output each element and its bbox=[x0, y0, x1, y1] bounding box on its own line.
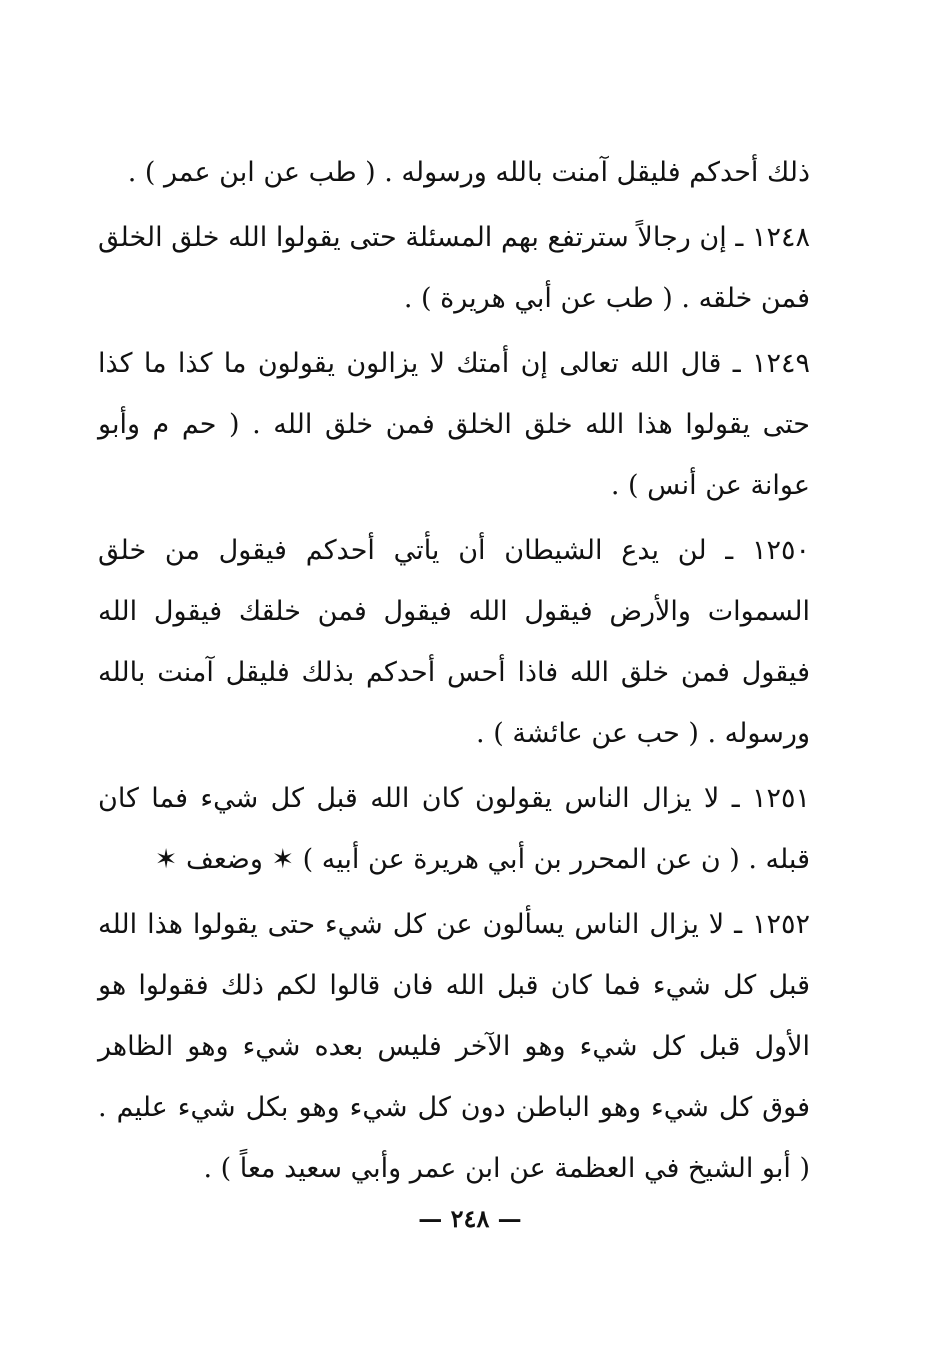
hadith-paragraph-1248: ١٢٤٨ ـ إن رجالاً سترتفع بهم المسئلة حتى يقولوا الله خلق الخلق فمن خلقه . ( طب عن أبي هريرة ) . bbox=[98, 222, 810, 314]
hadith-paragraph-1249: ١٢٤٩ ـ قال الله تعالى إن أمتك لا يزالون يقولون ما كذا ما كذا حتى يقولوا هذا الله خلق الخلق فمن خلق الله . ( حم م وأبو عوانة عن أنس ) . bbox=[98, 348, 810, 501]
hadith-paragraph-1250: ١٢٥٠ ـ لن يدع الشيطان أن يأتي أحدكم فيقول من خلق السموات والأرض فيقول الله فيقول فمن خلقك فيقول الله فيقول فمن خلق الله فاذا أحس أحدكم بذلك فليقل آمنت بالله ورسوله . ( حب عن عائشة ) . bbox=[98, 535, 810, 749]
hadith-paragraph-1252: ١٢٥٢ ـ لا يزال الناس يسألون عن كل شيء حتى يقولوا هذا الله قبل كل شيء فما كان قبل الله فان قالوا لكم ذلك فقولوا هو الأول قبل كل شيء وهو الآخر فليس بعده شيء وهو الظاهر فوق كل شيء وهو الباطن دون كل شيء وهو بكل شيء عليم . ( أبو الشيخ في العظمة عن ابن عمر وأبي سعيد معاً ) . bbox=[98, 909, 810, 1184]
continuation-paragraph: ذلك أحدكم فليقل آمنت بالله ورسوله . ( طب عن ابن عمر ) . bbox=[127, 157, 810, 188]
page-number: — ٢٤٨ — bbox=[418, 1204, 522, 1233]
hadith-paragraph-1251: ١٢٥١ ـ لا يزال الناس يقولون كان الله قبل كل شيء فما كان قبله . ( ن عن المحرر بن أبي هريرة عن أبيه ) ✶ وضعف ✶ bbox=[98, 783, 810, 875]
hadith-text-block bbox=[98, 142, 810, 1199]
